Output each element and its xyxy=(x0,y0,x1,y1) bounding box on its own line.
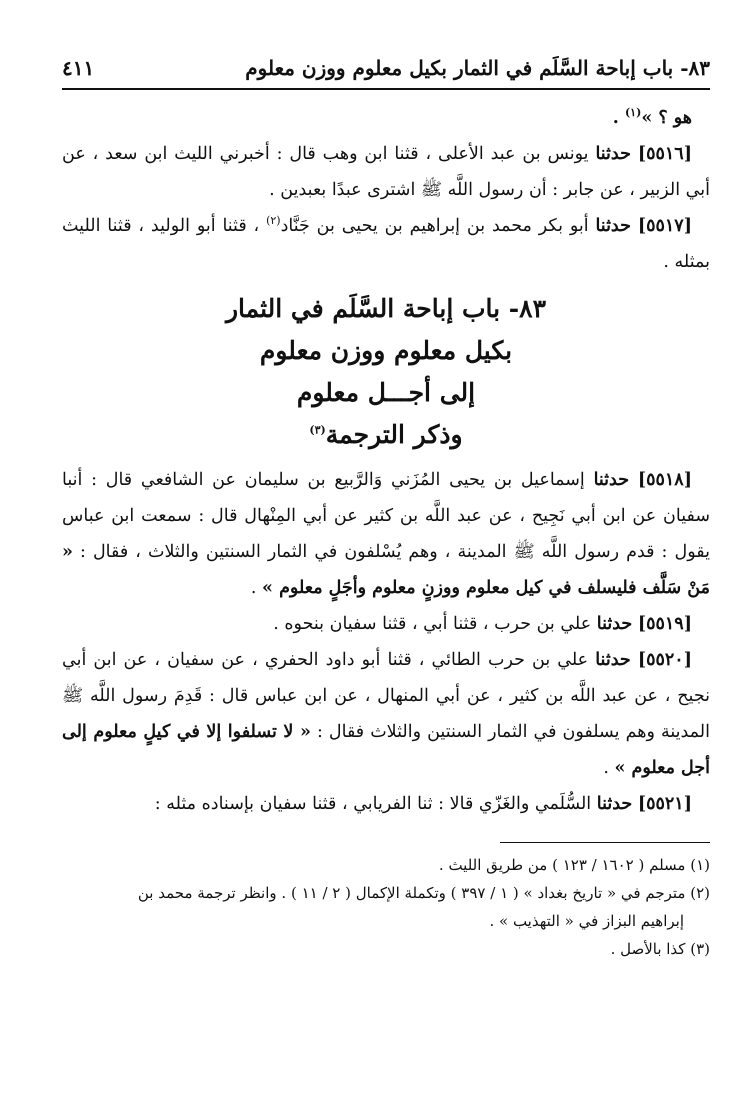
hadith-text-cont: ، قثنا أبو الوليد ، قثنا الليث بمثله . xyxy=(62,216,710,272)
chapter-line xyxy=(62,414,710,456)
haddathana: حدثنا xyxy=(596,794,633,814)
hadith-5517 xyxy=(62,208,710,280)
hadith-5520 xyxy=(62,642,710,786)
chapter-line: ٨٣- باب إباحة السَّلَم في الثمار xyxy=(225,294,547,323)
page-number: ٤١١ xyxy=(62,56,95,80)
hadith-5519 xyxy=(62,606,710,642)
chapter-line-text: وذكر الترجمة xyxy=(325,420,463,449)
continuation-line xyxy=(62,100,710,136)
prophetic-quote: « لا تسلفوا إلا في كيلٍ معلوم إلى أجل معلوم » xyxy=(62,722,710,778)
continuation-text: هو ؟ » xyxy=(641,108,692,128)
hadith-5516 xyxy=(62,136,710,208)
haddathana: حدثنا xyxy=(596,614,633,634)
haddathana: حدثنا xyxy=(595,650,631,670)
hadith-text: يونس بن عبد الأعلى ، قثنا ابن وهب قال : أخبرني الليث ابن سعد ، عن أبي الزبير ، عن جابر : أن رسول اللَّه ﷺ اشترى عبدًا بعبدين . xyxy=(62,144,710,200)
main-text xyxy=(62,100,710,822)
footnotes xyxy=(62,851,710,963)
chapter-line: بكيل معلوم ووزن معلوم xyxy=(259,336,513,365)
hadith-text: السُّلَمي والغَزّي قالا : ثنا الفريابي ، قثنا سفيان بإسناده مثله : xyxy=(154,794,597,814)
hadith-number: [٥٥١٧] xyxy=(637,216,692,236)
haddathana: حدثنا xyxy=(595,216,631,236)
footnote-2: (٢) مترجم في « تاريخ بغداد » ( ١ / ٣٩٧ ) وتكملة الإكمال ( ٢ / ١١ ) . وانظر ترجمة محمد بن xyxy=(137,884,710,902)
hadith-number: [٥٥٢١] xyxy=(637,794,692,814)
footnote-ref-3[interactable]: (٣) xyxy=(309,423,326,437)
footnote-1: (١) مسلم ( ١٦٠٢ / ١٢٣ ) من طريق الليث . xyxy=(438,856,710,874)
running-title: ٨٣- باب إباحة السَّلَم في الثمار بكيل معلوم ووزن معلوم xyxy=(245,56,710,80)
page xyxy=(62,48,710,963)
hadith-text: إسماعيل بن يحيى المُزَني وَالرَّبيع بن سليمان عن الشافعي قال : أنبا سفيان عن ابن أبي نَجِيح ، عن عبد اللَّه بن كثير عن أبي المِنْهال قال : سمعت ابن عباس يقول : قدم رسول اللَّه ﷺ المدينة ، وهم يُسْلفون في الثمار السنتين والثلاث ، فقال : xyxy=(62,470,710,562)
hadith-text: علي بن حرب ، قثنا أبي ، قثنا سفيان بنحوه . xyxy=(273,614,597,634)
hadith-tail: . xyxy=(603,758,615,778)
footnote-divider xyxy=(500,842,710,843)
hadith-text: علي بن حرب الطائي ، قثنا أبو داود الحفري ، عن سفيان ، عن ابن أبي نجيح ، عن عبد اللَّه بن كثير ، عن أبي المنهال ، عن ابن عباس قال : قَدِمَ رسول اللَّه ﷺ المدينة وهم يسلفون في الثمار السنتين والثلاث فقال : xyxy=(62,650,710,742)
hadith-tail: . xyxy=(250,578,263,598)
hadith-number: [٥٥١٩] xyxy=(637,614,692,634)
hadith-number: [٥٥١٦] xyxy=(637,144,692,164)
chapter-heading xyxy=(62,288,710,456)
hadith-text: أبو بكر محمد بن إبراهيم بن يحيى بن جَنَّاد xyxy=(280,216,596,236)
chapter-line: إلى أجـــل معلوم xyxy=(296,378,476,407)
haddathana: حدثنا xyxy=(595,144,631,164)
footnote-3: (٣) كذا بالأصل . xyxy=(610,940,710,958)
prophetic-quote: « مَنْ سَلَّف فليسلف في كيل معلوم ووزنٍ معلوم وأجَلٍ معلوم » xyxy=(62,542,710,598)
hadith-5521 xyxy=(62,786,710,822)
hadith-number: [٥٥١٨] xyxy=(637,470,692,490)
continuation-tail: . xyxy=(612,108,625,128)
haddathana: حدثنا xyxy=(593,470,630,490)
footnote-2-cont: إبراهيم البزاز في « التهذيب » . xyxy=(489,912,684,930)
page-header xyxy=(62,48,710,90)
footnote-ref-1[interactable]: (١) xyxy=(624,106,642,120)
footnote-ref-2[interactable]: (٢) xyxy=(266,214,281,228)
hadith-number: [٥٥٢٠] xyxy=(637,650,692,670)
hadith-5518 xyxy=(62,462,710,606)
